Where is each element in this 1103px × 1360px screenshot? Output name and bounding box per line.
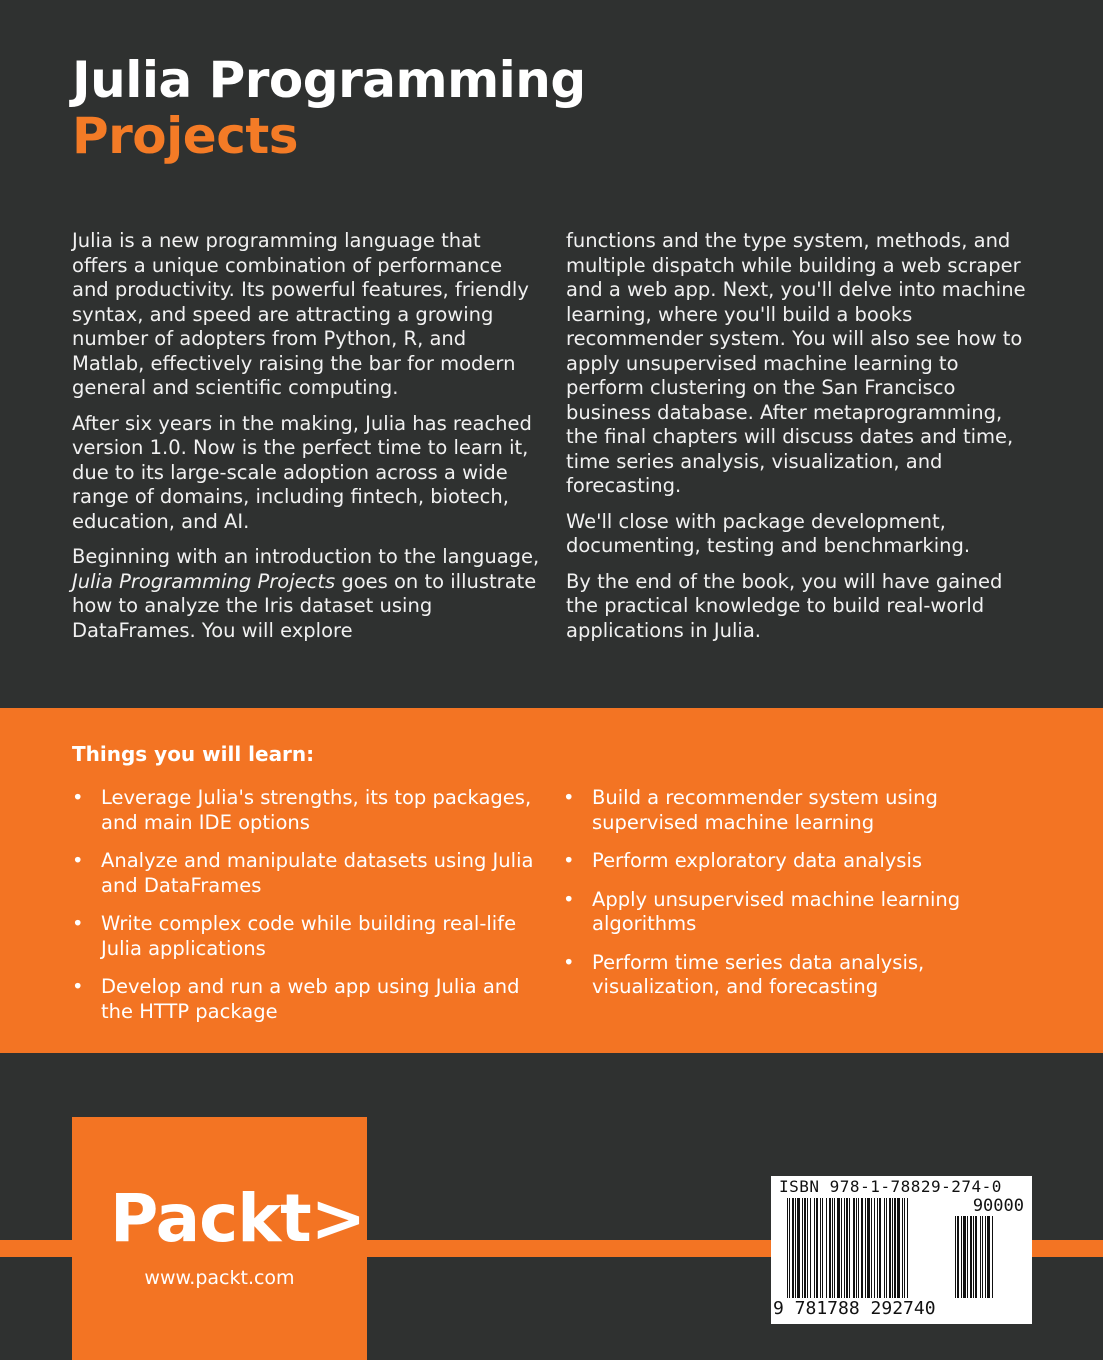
- barcode-digits: 9 781788 292740: [773, 1298, 936, 1319]
- barcode-addon-icon: [955, 1216, 1021, 1298]
- price-code: 90000: [972, 1196, 1024, 1216]
- description-paragraph-1: Julia is a new programming language that offers a unique combination of performance and productivity. Its powerful features, friendly syntax, and speed are attracting a growing number of adopters from Python, R, and Matlab, effectively raising the bar for modern general and scientific computing.: [72, 229, 529, 399]
- publisher-block: [72, 1117, 367, 1360]
- bullet-icon: •: [563, 887, 575, 911]
- book-title: [72, 52, 586, 164]
- barcode-block: [771, 1176, 1032, 1324]
- description-paragraph-2: After six years in the making, Julia has reached version 1.0. Now is the perfect time to learn it, due to its large-scale adoption across a wide range of domains, including fintech, biotech, education, and AI.: [72, 411, 532, 533]
- list-item-text: Develop and run a web app using Julia and the HTTP package: [101, 975, 520, 1023]
- packt-logo: Packt>: [110, 1180, 366, 1257]
- list-item: [72, 975, 542, 1024]
- learn-heading: Things you will learn:: [72, 742, 315, 766]
- title-line-1: Julia Programming: [72, 51, 586, 109]
- bullet-icon: •: [563, 786, 575, 809]
- title-line-2: Projects: [72, 107, 299, 165]
- list-item-text: Leverage Julia's strengths, its top packages, and main IDE options: [101, 786, 532, 834]
- bullet-icon: •: [563, 950, 575, 974]
- bullet-icon: •: [563, 849, 575, 872]
- list-item-text: Perform time series data analysis, visualization, and forecasting: [592, 950, 925, 998]
- list-item: [563, 888, 1033, 937]
- list-item: [72, 849, 542, 898]
- publisher-url[interactable]: www.packt.com: [144, 1267, 295, 1289]
- bullet-icon: •: [72, 849, 84, 872]
- list-item: [563, 786, 1033, 835]
- description-paragraph-4: functions and the type system, methods, and multiple dispatch while building a web scraper and a web app. Next, you'll delve into machine learning, where you'll build a books recommender system. You will also see how to apply unsupervised machine learning to perform clustering on the San Francisco business database. After metaprogramming, the final chapters will discuss dates and time, time series analysis, visualization, and forecasting.: [566, 229, 1026, 497]
- learn-section: [0, 708, 1103, 1053]
- description-paragraph-3: [72, 545, 542, 643]
- description-p3-after: goes on to illustrate how to analyze the Iris dataset using DataFrames. You will explore: [72, 569, 537, 642]
- description-paragraph-5: We'll close with package development, documenting, testing and benchmarking.: [566, 509, 971, 557]
- learn-list-right: [563, 786, 1033, 1014]
- list-item: [563, 951, 1033, 1000]
- description-right-column: [566, 229, 1031, 654]
- list-item-text: Build a recommender system using supervised machine learning: [592, 786, 938, 834]
- list-item: [72, 786, 542, 835]
- list-item: [563, 849, 1033, 874]
- isbn-label: ISBN 978-1-78829-274-0: [779, 1177, 1002, 1196]
- barcode-main-icon: [787, 1198, 947, 1298]
- description-left-column: [72, 229, 542, 654]
- description-book-title-italic: Julia Programming Projects: [72, 569, 336, 593]
- bullet-icon: •: [72, 912, 84, 935]
- bullet-icon: •: [72, 786, 84, 809]
- learn-list-left: [72, 786, 542, 1038]
- description-p3-before: Beginning with an introduction to the language,: [72, 545, 540, 568]
- list-item-text: Apply unsupervised machine learning algorithms: [592, 887, 961, 935]
- list-item-text: Perform exploratory data analysis: [592, 849, 923, 872]
- list-item-text: Analyze and manipulate datasets using Julia and DataFrames: [101, 849, 534, 897]
- list-item: [72, 912, 542, 961]
- description-paragraph-6: By the end of the book, you will have gained the practical knowledge to build real-world applications in Julia.: [566, 569, 1003, 642]
- list-item-text: Write complex code while building real-life Julia applications: [101, 912, 517, 960]
- bullet-icon: •: [72, 975, 84, 998]
